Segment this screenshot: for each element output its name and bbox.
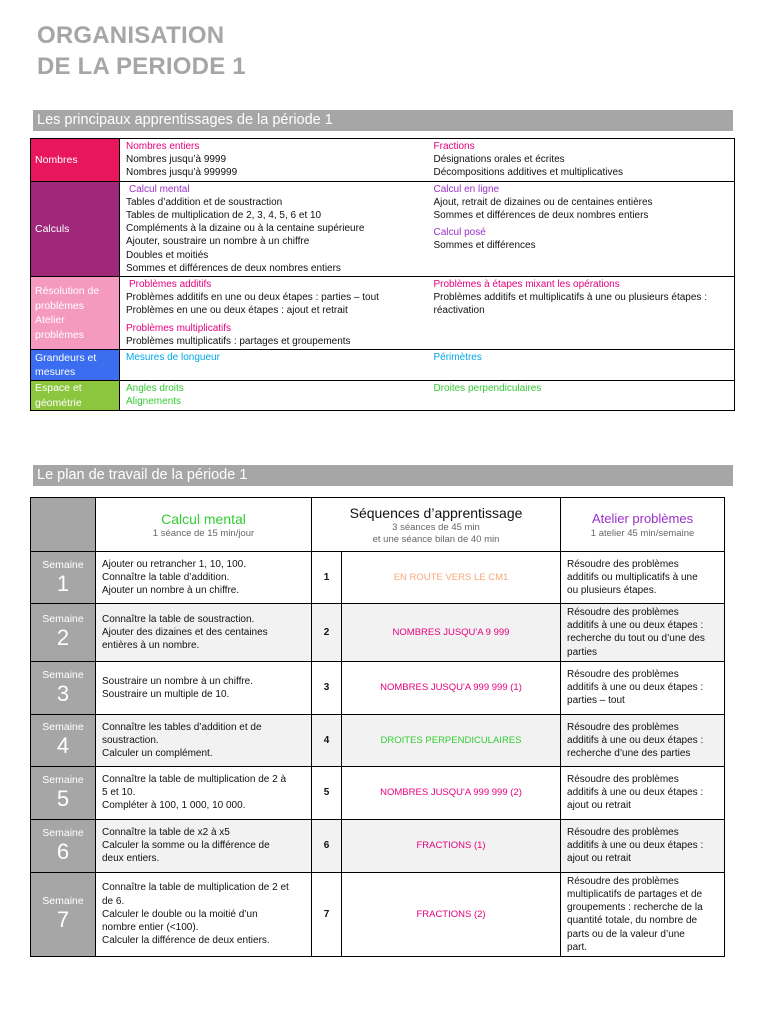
nombres-left-title: Nombres entiers [126,141,200,152]
table-row [31,604,725,662]
calcul-line: entières à un nombre. [102,640,200,651]
header-sequences [312,498,561,552]
atelier-line: quantité totale, du nombre de [567,915,698,927]
atelier-line: ajout ou retrait [567,853,631,865]
week-number: 2 [56,625,70,651]
sequence-title: NOMBRES JUSQU'A 999 999 (1) [342,661,561,714]
resolution-left-title: Problèmes additifs [129,279,212,291]
espace-right-title: Droites perpendiculaires [433,383,542,395]
atelier-cell [561,872,725,956]
calcul-line: Calculer le double ou la moitié d’un [102,908,258,920]
week-label: Semaine [42,558,84,571]
atelier-line: additifs à une ou deux étapes : [567,787,704,799]
calculs-right-item: Sommes et différences de deux nombres entiers [433,210,649,222]
atelier-line: ou plusieurs étapes. [567,585,657,597]
week-cell [31,552,96,604]
nombres-left-item: Nombres jusqu’à 9999 [126,154,227,166]
calcul-line: soustraction. [102,734,159,746]
calcul-mental-cell [96,661,312,714]
calculs-left-item: Sommes et différences de deux nombres entiers [126,262,341,274]
resolution-right-item: réactivation [433,305,485,317]
espace-right [428,381,735,411]
atelier-line: part. [567,941,588,953]
table-row [31,872,725,956]
header-calcul-sub: 1 séance de 15 min/jour [152,527,255,539]
calcul-mental-cell [96,552,312,604]
nombres-right [428,139,735,182]
calcul-mental-cell [96,766,312,819]
header-calcul-title: Calcul mental [161,510,246,527]
espace-left [120,381,428,411]
row-espace [31,381,735,411]
calculs-left-title: Calcul mental [129,183,190,195]
calcul-mental-cell [96,714,312,766]
atelier-line: additifs à une ou deux étapes : [567,840,704,852]
calcul-line: Connaître la table d’addition. [102,571,230,583]
sequence-number: 7 [312,872,342,956]
sequence-number: 5 [312,766,342,819]
calcul-line: Ajouter un nombre à un chiffre. [102,585,240,597]
week-label: Semaine [42,668,84,681]
atelier-line: ajout ou retrait [567,800,631,812]
calculs-right-title: Calcul en ligne [433,183,500,195]
atelier-line: additifs ou multiplicatifs à une [567,571,698,583]
week-cell [31,661,96,714]
atelier-line: recherche d’une des parties [567,747,691,759]
atelier-line: multiplicatifs de partages et de [567,889,703,901]
week-number: 4 [56,733,70,759]
calcul-line: 5 et 10. [102,787,136,799]
plan-header-row [31,498,725,552]
week-number: 1 [56,570,70,596]
calculs-right [428,181,735,276]
plan-body [31,552,725,957]
atelier-line: additifs à une ou deux étapes : [567,682,704,694]
category-grandeurs: Grandeurs et mesures [31,350,120,381]
week-cell [31,604,96,662]
atelier-line: Résoudre des problèmes [567,669,679,680]
calcul-line: Connaître la table de x2 à x5 [102,827,230,838]
week-number: 6 [56,838,70,864]
calcul-line: Calculer un complément. [102,747,213,759]
atelier-cell [561,661,725,714]
atelier-line: parties – tout [567,695,625,707]
calcul-mental-cell [96,872,312,956]
nombres-right-title: Fractions [433,141,475,152]
week-number: 7 [56,907,70,933]
row-calculs [31,181,735,276]
section-heading-apprentissages: Les principaux apprentissages de la période 1 [33,110,733,131]
resolution-right-title: Problèmes à étapes mixant les opérations [433,279,620,291]
calculs-right-title2: Calcul posé [433,227,486,239]
category-calculs: Calculs [31,181,120,276]
header-atelier [561,498,725,552]
resolution-left-item: Problèmes additifs en une ou deux étapes : parties – tout [126,292,379,304]
calculs-left [120,181,428,276]
sequence-title: FRACTIONS (2) [342,872,561,956]
resolution-right [428,277,735,350]
sequence-title: DROITES PERPENDICULAIRES [342,714,561,766]
table-row [31,552,725,604]
header-seq-sub2: et une séance bilan de 40 min [372,533,500,545]
atelier-cell [561,604,725,662]
page-title [37,20,246,82]
resolution-left [120,277,428,350]
week-label: Semaine [42,895,84,908]
week-cell [31,714,96,766]
calcul-line: Calculer la différence de deux entiers. [102,935,270,947]
atelier-cell [561,552,725,604]
table-row [31,661,725,714]
section-heading-plan: Le plan de travail de la période 1 [33,465,733,486]
atelier-line: Résoudre des problèmes [567,774,679,785]
row-resolution [31,277,735,350]
atelier-line: additifs à une ou deux étapes : [567,620,704,632]
nombres-right-item: Désignations orales et écrites [433,154,565,166]
calcul-line: Ajouter des dizaines et des centaines [102,626,268,638]
calcul-mental-cell [96,604,312,662]
calculs-left-item: Tables de multiplication de 2, 3, 4, 5, 6 et 10 [126,210,322,222]
atelier-line: parties [567,646,598,658]
header-corner [31,498,96,552]
calcul-line: Calculer la somme ou la différence de [102,840,270,852]
atelier-line: Résoudre des problèmes [567,827,679,838]
sequence-number: 1 [312,552,342,604]
title-line-2: DE LA PERIODE 1 [37,53,246,80]
calcul-line: Soustraire un nombre à un chiffre. [102,675,254,687]
header-seq-title: Séquences d’apprentissage [349,504,523,521]
week-label: Semaine [42,721,84,734]
nombres-left-item: Nombres jusqu’à 999999 [126,167,238,179]
atelier-cell [561,766,725,819]
apprentissages-table [30,138,735,411]
grandeurs-right-title: Périmètres [433,352,482,364]
espace-left-item: Alignements [126,396,182,408]
table-row [31,766,725,819]
resolution-left-item2: Problèmes multiplicatifs : partages et groupements [126,335,351,347]
header-seq-sub1: 3 séances de 45 min [392,521,480,533]
week-label: Semaine [42,826,84,839]
week-cell [31,819,96,872]
calculs-right-item: Ajout, retrait de dizaines ou de centaines entières [433,196,653,208]
atelier-line: Résoudre des problèmes [567,558,679,570]
atelier-line: Résoudre des problèmes [567,875,679,887]
calculs-left-item: Doubles et moitiés [126,249,209,261]
calcul-line: de 6. [102,895,125,907]
calcul-mental-cell [96,819,312,872]
nombres-left [120,139,428,182]
resolution-right-item: Problèmes additifs et multiplicatifs à une ou plusieurs étapes : [433,292,707,304]
calcul-line: nombre entier (<100). [102,922,199,934]
calcul-line: Connaître la table de soustraction. [102,613,255,625]
sequence-number: 3 [312,661,342,714]
calcul-line: Ajouter ou retrancher 1, 10, 100. [102,558,246,570]
atelier-line: groupements : recherche de la [567,902,703,914]
row-nombres [31,139,735,182]
sequence-title: NOMBRES JUSQU'A 9 999 [342,604,561,662]
week-label: Semaine [42,613,84,626]
sequence-number: 4 [312,714,342,766]
row-grandeurs [31,350,735,381]
atelier-line: additifs à une ou deux étapes : [567,734,704,746]
resolution-label-2: Atelier problèmes [35,314,85,341]
title-line-1: ORGANISATION [37,22,225,49]
grandeurs-left-title: Mesures de longueur [126,352,220,364]
calcul-line: deux entiers. [102,853,160,865]
week-label: Semaine [42,773,84,786]
header-calcul-mental [96,498,312,552]
plan-de-travail-table [30,497,725,957]
atelier-line: Résoudre des problèmes [567,607,679,618]
calcul-line: Connaître la table de multiplication de 2 et [102,882,289,894]
sequence-title: FRACTIONS (1) [342,819,561,872]
resolution-left-title2: Problèmes multiplicatifs [126,322,232,334]
week-cell [31,872,96,956]
table-row [31,819,725,872]
resolution-left-item: Problèmes en une ou deux étapes : ajout et retrait [126,305,348,317]
resolution-label-1: Résolution de problèmes [35,285,100,312]
sequence-number: 2 [312,604,342,662]
category-nombres: Nombres [31,139,120,182]
calcul-line: Connaître les tables d’addition et de [102,721,262,733]
calcul-line: Compléter à 100, 1 000, 10 000. [102,800,246,812]
calcul-line: Connaître la table de multiplication de 2 à [102,774,287,785]
grandeurs-right [428,350,735,381]
sequence-title: EN ROUTE VERS LE CM1 [342,552,561,604]
grandeurs-left [120,350,428,381]
atelier-line: Résoudre des problèmes [567,721,679,733]
atelier-cell [561,819,725,872]
calcul-line: Soustraire un multiple de 10. [102,688,230,700]
calculs-left-item: Ajouter, soustraire un nombre à un chiffre [126,236,310,248]
week-cell [31,766,96,819]
sequence-title: NOMBRES JUSQU'A 999 999 (2) [342,766,561,819]
calculs-left-item: Compléments à la dizaine ou à la centaine supérieure [126,223,365,235]
category-resolution [31,277,120,350]
header-atelier-title: Atelier problèmes [591,510,694,526]
week-number: 3 [56,680,70,706]
atelier-cell [561,714,725,766]
week-number: 5 [56,785,70,811]
atelier-line: parts ou de la valeur d’une [567,928,685,940]
nombres-right-item: Décompositions additives et multiplicatives [433,167,624,179]
calculs-right-item2: Sommes et différences [433,240,536,252]
calculs-left-item: Tables d’addition et de soustraction [126,196,283,208]
header-atelier-sub: 1 atelier 45 min/semaine [590,527,695,539]
category-espace: Espace et géométrie [31,381,120,411]
espace-left-item: Angles droits [126,383,184,395]
atelier-line: recherche du tout ou d’une des [567,633,705,645]
sequence-number: 6 [312,819,342,872]
table-row [31,714,725,766]
